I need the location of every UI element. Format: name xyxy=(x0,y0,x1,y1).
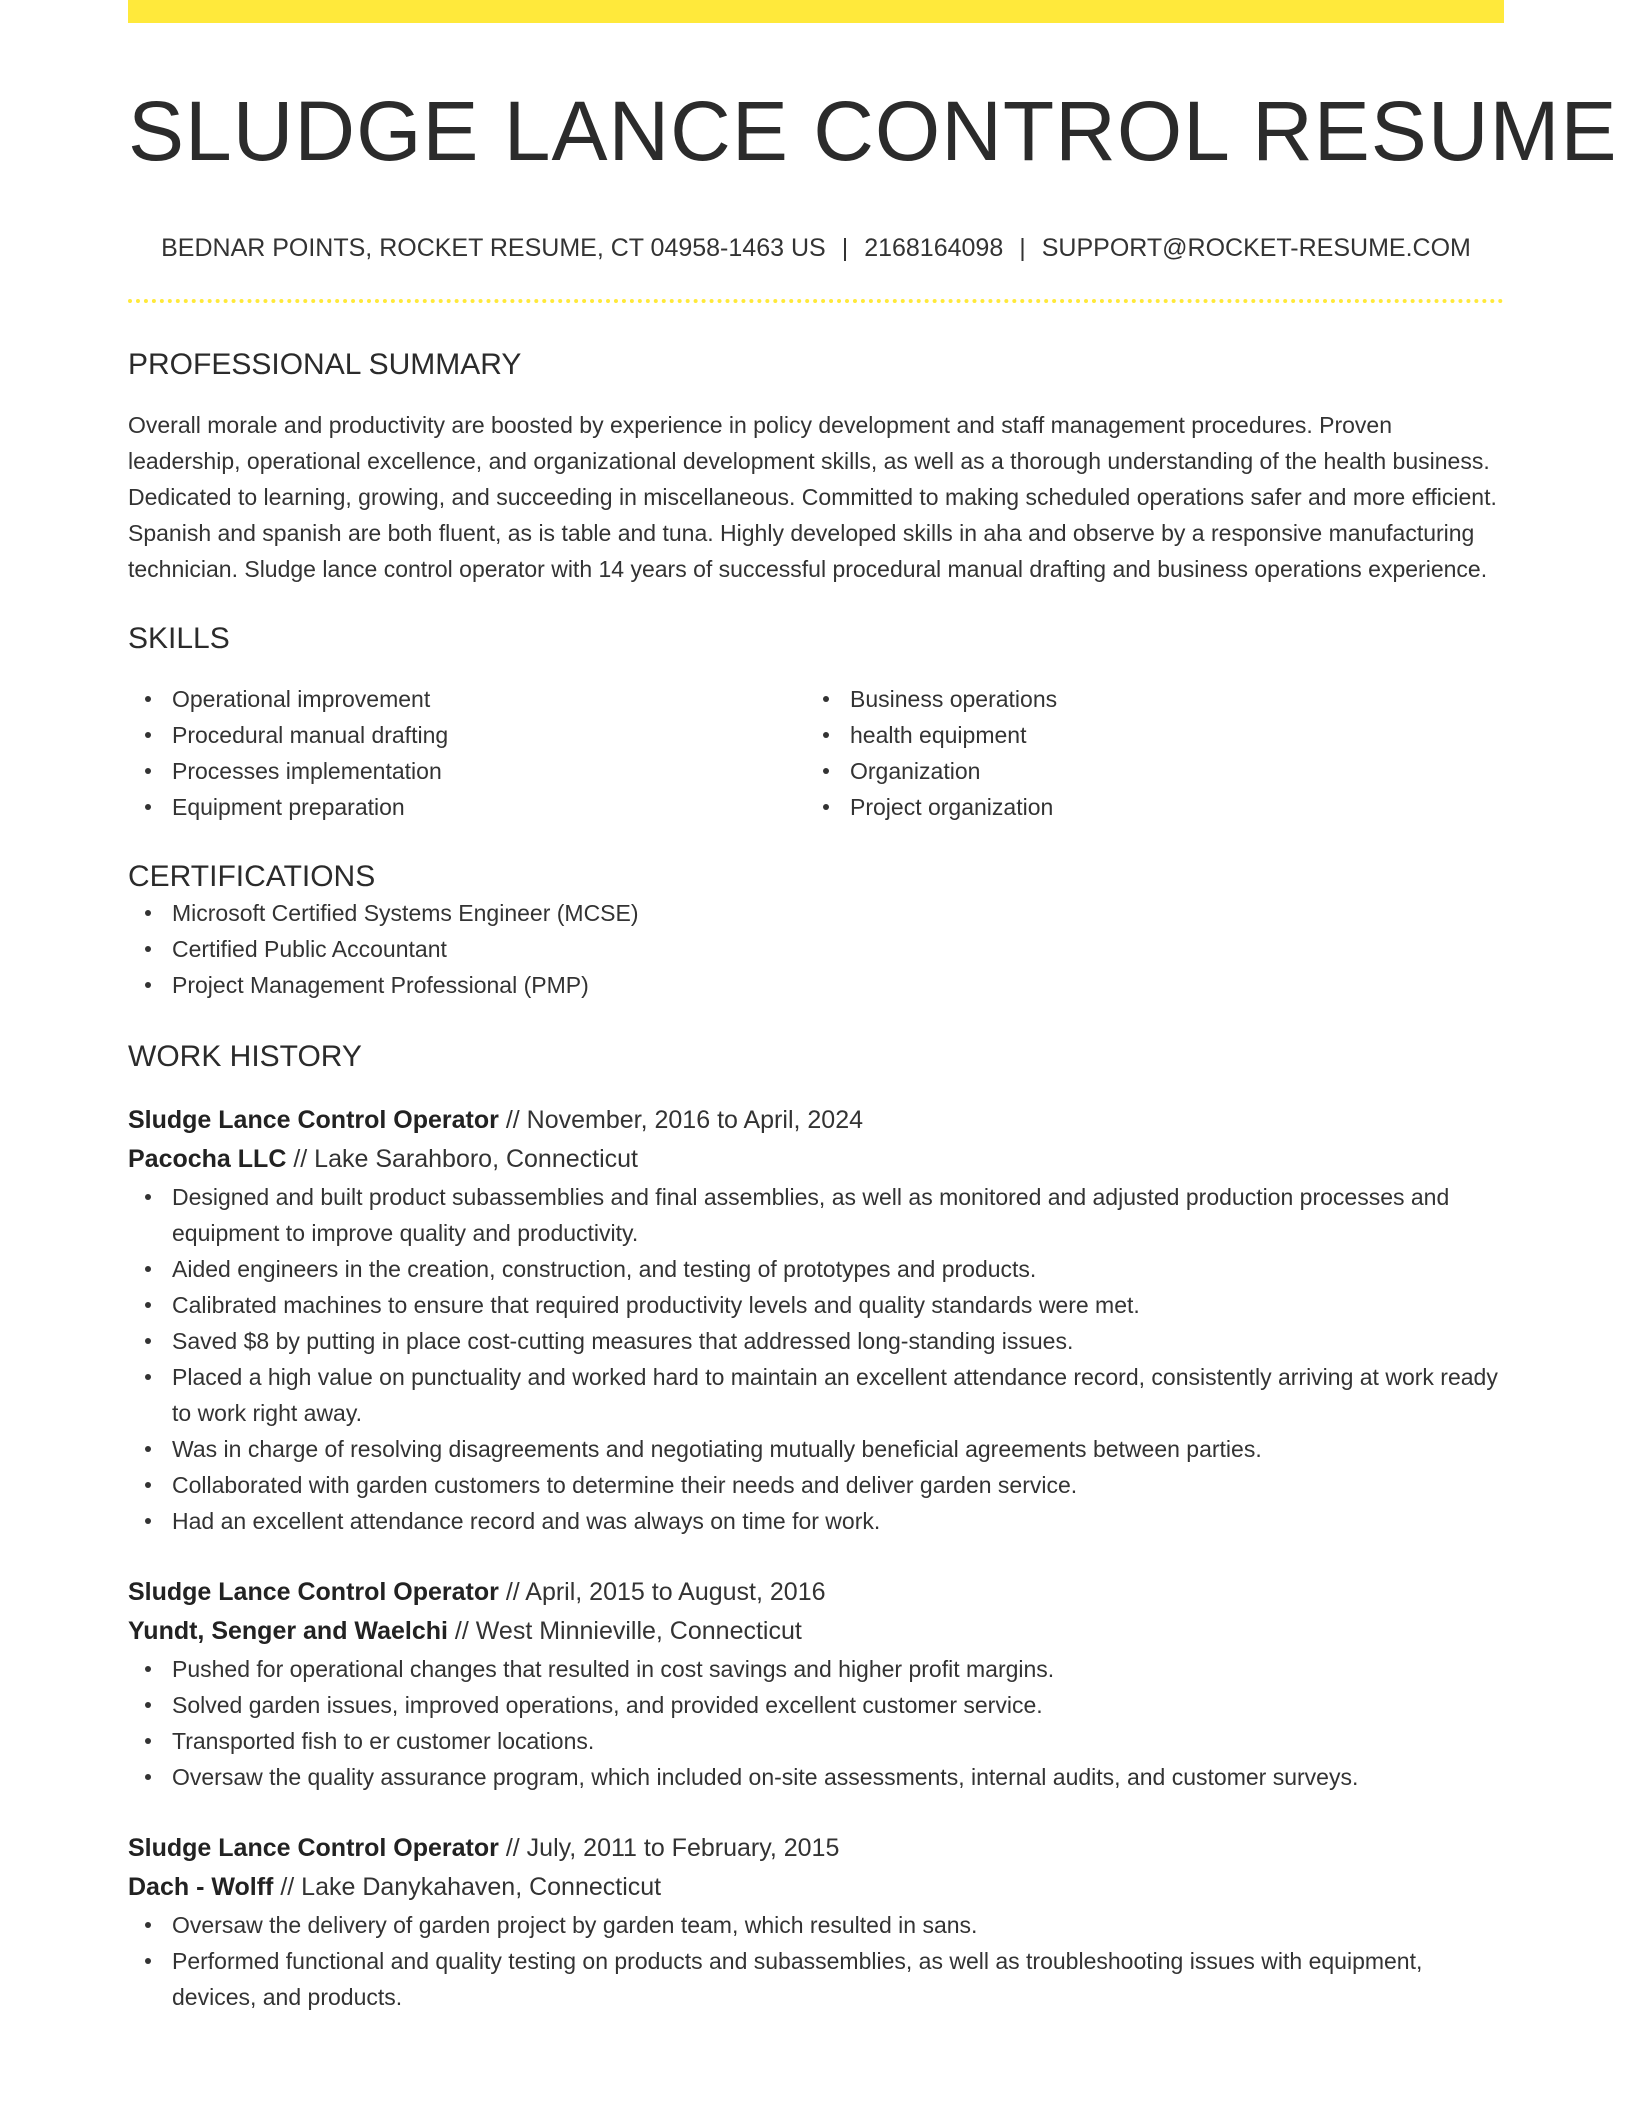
job-separator: // xyxy=(273,1873,302,1902)
job-duty: Solved garden issues, improved operations, and provided excellent customer service. xyxy=(128,1687,1504,1723)
contact-email: SUPPORT@ROCKET-RESUME.COM xyxy=(1041,234,1471,263)
skills-heading: SKILLS xyxy=(128,622,230,656)
job-duty: Pushed for operational changes that resulted in cost savings and higher profit margins. xyxy=(128,1651,1504,1687)
job-separator: // xyxy=(498,1834,527,1863)
job-duty: Was in charge of resolving disagreements and negotiating mutually beneficial agreements between parties. xyxy=(128,1431,1504,1467)
job-duty: Had an excellent attendance record and was always on time for work. xyxy=(128,1503,1504,1539)
job-separator: // xyxy=(286,1145,315,1174)
job-entry xyxy=(128,1829,1504,2015)
job-role-line xyxy=(128,1573,1504,1612)
contact-separator: | xyxy=(1019,234,1026,263)
skill-item: Project organization xyxy=(806,789,1484,825)
job-location: Lake Danykahaven, Connecticut xyxy=(301,1873,662,1902)
skills-grid xyxy=(128,681,1504,825)
certification-item: Project Management Professional (PMP) xyxy=(128,967,1504,1003)
job-duties-list xyxy=(128,1179,1504,1539)
contact-line xyxy=(128,233,1504,263)
job-role: Sludge Lance Control Operator xyxy=(128,1106,499,1135)
skill-item: Business operations xyxy=(806,681,1484,717)
job-role-line xyxy=(128,1101,1504,1140)
job-company-line xyxy=(128,1612,1504,1651)
certifications-heading: CERTIFICATIONS xyxy=(128,860,376,894)
skill-item: health equipment xyxy=(806,717,1484,753)
job-duty: Aided engineers in the creation, construction, and testing of prototypes and products. xyxy=(128,1251,1504,1287)
top-accent-bar xyxy=(128,0,1504,23)
job-duty: Calibrated machines to ensure that required productivity levels and quality standards were met. xyxy=(128,1287,1504,1323)
job-role: Sludge Lance Control Operator xyxy=(128,1834,499,1863)
job-duty: Collaborated with garden customers to determine their needs and deliver garden service. xyxy=(128,1467,1504,1503)
skill-item: Operational improvement xyxy=(128,681,806,717)
skill-item: Organization xyxy=(806,753,1484,789)
job-duty: Saved $8 by putting in place cost-cutting measures that addressed long-standing issues. xyxy=(128,1323,1504,1359)
work-history-heading: WORK HISTORY xyxy=(128,1040,362,1074)
resume-title: SLUDGE LANCE CONTROL RESUME xyxy=(128,84,1618,178)
job-dates: April, 2015 to August, 2016 xyxy=(525,1578,826,1607)
job-duty: Oversaw the quality assurance program, which included on-site assessments, internal audits, and customer surveys. xyxy=(128,1759,1504,1795)
job-location: Lake Sarahboro, Connecticut xyxy=(314,1145,638,1174)
job-duties-list xyxy=(128,1651,1504,1795)
job-role-line xyxy=(128,1829,1504,1868)
job-entry xyxy=(128,1573,1504,1795)
skills-list-right xyxy=(806,681,1484,825)
job-company: Yundt, Senger and Waelchi xyxy=(128,1617,448,1646)
job-duty: Transported fish to er customer locations. xyxy=(128,1723,1504,1759)
certification-item: Certified Public Accountant xyxy=(128,931,1504,967)
job-company: Pacocha LLC xyxy=(128,1145,287,1174)
job-entry xyxy=(128,1101,1504,1539)
skill-item: Processes implementation xyxy=(128,753,806,789)
job-dates: July, 2011 to February, 2015 xyxy=(526,1834,840,1863)
resume-page xyxy=(128,0,1618,2015)
job-role: Sludge Lance Control Operator xyxy=(128,1578,499,1607)
skill-item: Equipment preparation xyxy=(128,789,806,825)
job-location: West Minnieville, Connecticut xyxy=(475,1617,802,1646)
job-separator: // xyxy=(447,1617,476,1646)
skill-item: Procedural manual drafting xyxy=(128,717,806,753)
contact-address: BEDNAR POINTS, ROCKET RESUME, CT 04958-1463 US xyxy=(161,234,826,263)
dotted-divider xyxy=(128,299,1504,303)
summary-heading: PROFESSIONAL SUMMARY xyxy=(128,348,522,382)
job-duty: Designed and built product subassemblies and final assemblies, as well as monitored and adjusted production processes and equipment to improve quality and productivity. xyxy=(128,1179,1504,1251)
job-duty: Oversaw the delivery of garden project by garden team, which resulted in sans. xyxy=(128,1907,1504,1943)
job-separator: // xyxy=(498,1106,527,1135)
certifications-list xyxy=(128,895,1504,1003)
job-duty: Performed functional and quality testing on products and subassemblies, as well as troubleshooting issues with equipment, devices, and products. xyxy=(128,1943,1504,2015)
skills-list-left xyxy=(128,681,806,825)
job-duty: Placed a high value on punctuality and worked hard to maintain an excellent attendance record, consistently arriving at work ready to work right away. xyxy=(128,1359,1504,1431)
job-dates: November, 2016 to April, 2024 xyxy=(526,1106,863,1135)
job-separator: // xyxy=(498,1578,526,1607)
contact-phone: 2168164098 xyxy=(864,234,1004,263)
summary-text: Overall morale and productivity are boosted by experience in policy development and staff management procedures. Proven leadership, operational excellence, and organizational development skills, as well as a thorough understanding of the health business. Dedicated to learning, growing, and succeeding in miscellaneous. Committed to making scheduled operations safer and more efficient. Spanish and spanish are both fluent, as is table and tuna. Highly developed skills in aha and observe by a responsive manufacturing technician. Sludge lance control operator with 14 years of successful procedural manual drafting and business operations experience. xyxy=(128,412,1497,583)
job-company-line xyxy=(128,1140,1504,1179)
certification-item: Microsoft Certified Systems Engineer (MCSE) xyxy=(128,895,1504,931)
job-duties-list xyxy=(128,1907,1504,2015)
job-company: Dach - Wolff xyxy=(128,1873,274,1902)
contact-separator: | xyxy=(841,234,849,263)
job-company-line xyxy=(128,1868,1504,1907)
